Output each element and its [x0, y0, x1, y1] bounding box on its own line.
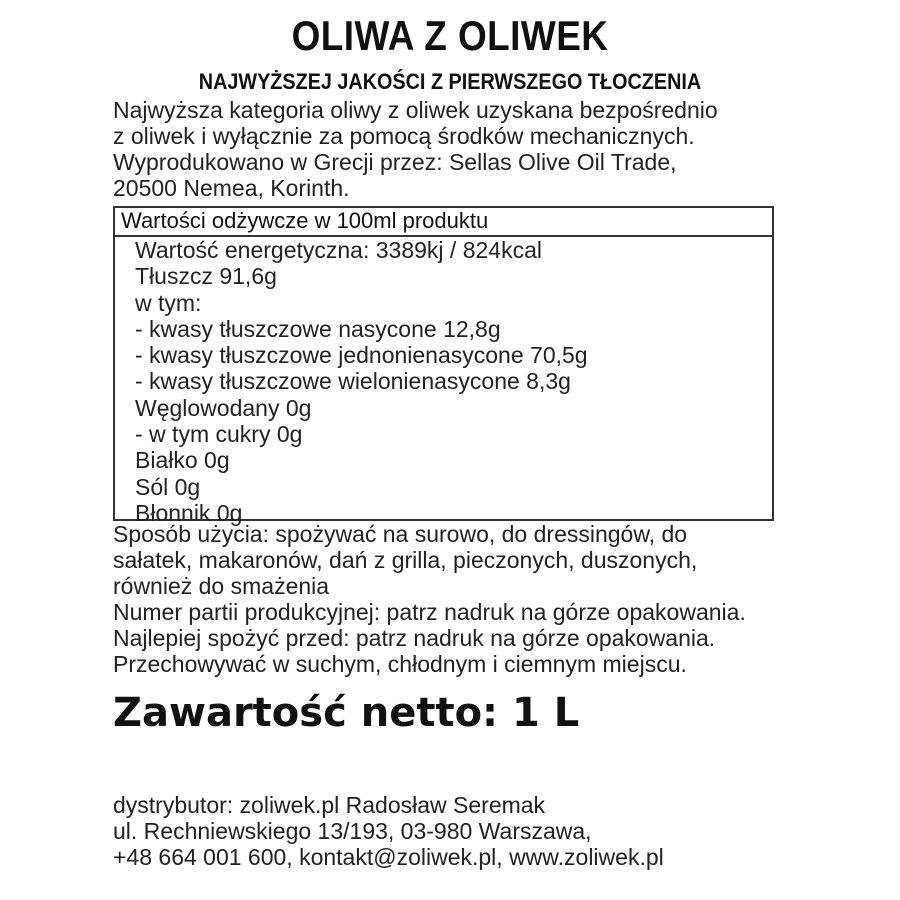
nutrition-row: - w tym cukry 0g [135, 421, 303, 448]
intro-line: Wyprodukowano w Grecji przez: Sellas Olive Oil Trade, [113, 149, 677, 175]
product-subtitle: NAJWYŻSZEJ JAKOŚCI Z PIERWSZEGO TŁOCZENIA [198, 69, 702, 94]
product-title: OLIWA Z OLIWEK [291, 12, 609, 59]
nutrition-row: Błonnik 0g [135, 499, 243, 526]
nutrition-row: - kwasy tłuszczowe wielonienasycone 8,3g [135, 368, 571, 395]
usage-line: również do smażenia [113, 573, 330, 599]
nutrition-row: w tym: [135, 289, 202, 316]
nutrition-row: - kwasy tłuszczowe nasycone 12,8g [135, 315, 501, 342]
best-before-line: Najlepiej spożyć przed: patrz nadruk na górze opakowania. [113, 625, 716, 651]
nutrition-rows [115, 237, 772, 526]
nutrition-row: Sól 0g [135, 473, 201, 500]
intro-line: Najwyższa kategoria oliwy z oliwek uzyskana bezpośrednio [113, 97, 718, 123]
storage-line: Przechowywać w suchym, chłodnym i ciemnym miejscu. [113, 651, 687, 677]
distributor-contact: +48 664 001 600, kontakt@zoliwek.pl, www.zoliwek.pl [113, 844, 664, 870]
intro-line: z oliwek i wyłącznie za pomocą środków mechanicznych. [113, 123, 695, 149]
intro-line: 20500 Nemea, Korinth. [113, 175, 350, 201]
nutrition-row: Białko 0g [135, 447, 230, 474]
batch-number-line: Numer partii produkcyjnej: patrz nadruk na górze opakowania. [113, 599, 746, 625]
nutrition-header: Wartości odżywcze w 100ml produktu [115, 208, 772, 237]
usage-line: sałatek, makaronów, dań z grilla, pieczonych, duszonych, [113, 547, 698, 573]
intro-text [113, 97, 833, 201]
nutrition-row: Wartość energetyczna: 3389kj / 824kcal [135, 237, 542, 263]
nutrition-row: Tłuszcz 91,6g [135, 263, 277, 290]
distributor-line: dystrybutor: zoliwek.pl Radosław Seremak [113, 792, 546, 818]
usage-line: Sposób użycia: spożywać na surowo, do dressingów, do [113, 521, 688, 547]
distributor-address: ul. Rechniewskiego 13/193, 03-980 Warszawa, [113, 818, 592, 844]
nutrition-table [113, 206, 774, 526]
distributor-info [113, 792, 833, 870]
usage-text [113, 521, 833, 677]
net-content: Zawartość netto: 1 L [113, 690, 580, 736]
nutrition-row: - kwasy tłuszczowe jednonienasycone 70,5g [135, 342, 588, 369]
nutrition-row: Węglowodany 0g [135, 394, 312, 421]
